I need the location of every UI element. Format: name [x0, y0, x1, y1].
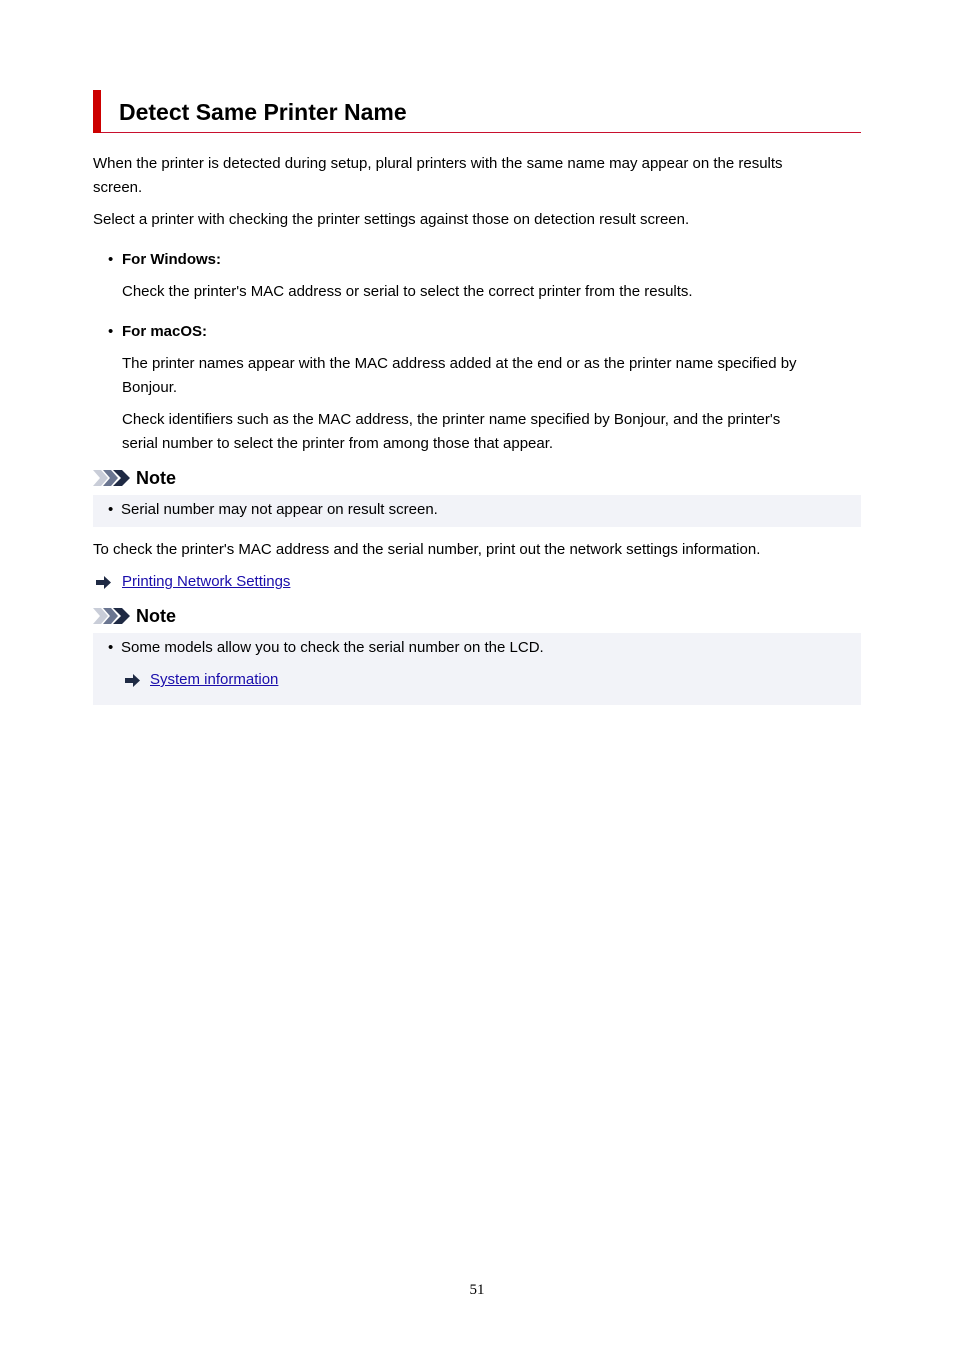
- printing-network-settings-link[interactable]: Printing Network Settings: [122, 573, 291, 590]
- macos-para1-line2: Bonjour.: [122, 379, 178, 396]
- page-number: 51: [469, 1282, 485, 1298]
- macos-para2-line1: Check identifiers such as the MAC address, the printer name specified by Bonjour, and the printer's: [122, 411, 781, 428]
- link-row: [122, 570, 290, 595]
- note-item: Serial number may not appear on result screen.: [121, 501, 438, 518]
- link-row: [150, 668, 278, 693]
- note-chevrons-icon: [93, 470, 131, 486]
- page-title: Detect Same Printer Name: [119, 99, 407, 125]
- macos-para1-line1: The printer names appear with the MAC address added at the end or as the printer name specified by: [122, 355, 797, 372]
- macos-label: For macOS:: [122, 323, 208, 340]
- system-information-link[interactable]: System information: [150, 671, 279, 688]
- macos-para2-line2: serial number to select the printer from among those that appear.: [122, 435, 554, 452]
- note-box: [93, 495, 861, 527]
- bullet-marker: •: [108, 323, 114, 340]
- arrow-right-icon: [125, 674, 140, 687]
- note-chevrons-icon: [93, 608, 131, 624]
- section-heading: [93, 90, 861, 133]
- heading-accent-bar: [93, 90, 101, 133]
- windows-label: For Windows:: [122, 251, 222, 268]
- check-text: To check the printer's MAC address and the serial number, print out the network settings information.: [93, 541, 761, 558]
- bullet-marker: •: [108, 639, 114, 656]
- bullet-marker: •: [108, 501, 114, 518]
- note-item: Some models allow you to check the serial number on the LCD.: [121, 639, 544, 656]
- note-box: [93, 633, 861, 705]
- note-title: Note: [136, 606, 176, 626]
- arrow-right-icon: [96, 576, 111, 589]
- bullet-marker: •: [108, 251, 114, 268]
- intro-line-2: screen.: [93, 179, 143, 196]
- intro-line-3: Select a printer with checking the printer settings against those on detection result screen.: [93, 211, 690, 228]
- note-title: Note: [136, 468, 176, 488]
- windows-text: Check the printer's MAC address or serial to select the correct printer from the results.: [122, 283, 693, 300]
- intro-line-1: When the printer is detected during setup, plural printers with the same name may appear on the results: [93, 155, 783, 172]
